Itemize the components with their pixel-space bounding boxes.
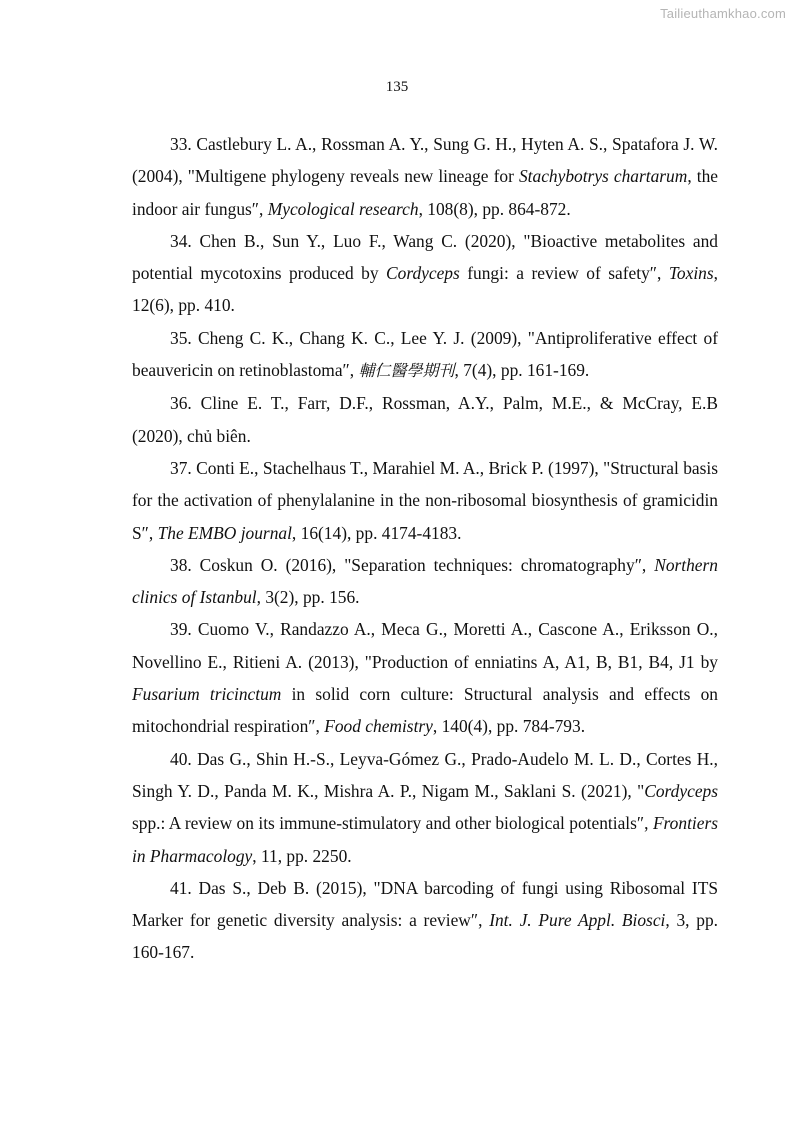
watermark: Tailieuthamkhao.com xyxy=(660,6,786,21)
reference-text: , 11, pp. 2250. xyxy=(252,845,352,866)
reference-item xyxy=(132,128,718,225)
reference-italic-text: Int. J. Pure Appl. Biosci xyxy=(489,910,666,931)
reference-item xyxy=(132,743,718,872)
reference-italic-text: 輔仁醫學期刊 xyxy=(358,361,455,381)
reference-italic-text: Food chemistry xyxy=(324,716,433,737)
reference-item xyxy=(132,225,718,322)
reference-text: 40. Das G., Shin H.-S., Leyva-Gómez G., Prado-Audelo M. L. D., Cortes H., Singh Y. D., Panda M. K., Mishra A. P., Nigam M., Saklani S. (2021), " xyxy=(132,748,718,801)
reference-text: 37. Conti E., Stachelhaus T., Marahiel M. A., Brick P. (1997), "Structural basis for the activation of phenylalanine in the non-ribosomal biosynthesis of gramicidin S″, xyxy=(132,457,718,543)
reference-italic-text: Toxins xyxy=(668,263,714,284)
reference-item xyxy=(132,872,718,969)
reference-text: 36. Cline E. T., Farr, D.F., Rossman, A.Y., Palm, M.E., & McCray, E.B (2020), chủ biên. xyxy=(132,393,718,446)
reference-text: fungi: a review of safety″, xyxy=(459,263,669,284)
reference-list xyxy=(132,128,718,969)
reference-italic-text: Stachybotrys chartarum xyxy=(518,166,688,187)
reference-text: 39. Cuomo V., Randazzo A., Meca G., Moretti A., Cascone A., Eriksson O., Novellino E., Ritieni A. (2013), "Production of enniatins A, A1, B, B1, B4, J1 by xyxy=(132,619,718,672)
reference-text: spp.: A review on its immune-stimulatory and other biological potentials″, xyxy=(132,813,653,834)
reference-text: , 3, pp. 160-167. xyxy=(132,910,718,963)
reference-text: , 16(14), pp. 4174-4183. xyxy=(291,522,462,543)
page-number: 135 xyxy=(385,79,409,95)
reference-text: , the indoor air fungus″, xyxy=(132,166,718,219)
reference-text: 33. Castlebury L. A., Rossman A. Y., Sung G. H., Hyten A. S., Spatafora J. W. (2004), "Multigene phylogeny reveals new lineage for xyxy=(132,134,718,187)
reference-text: , 7(4), pp. 161-169. xyxy=(454,360,590,381)
reference-item xyxy=(132,613,718,742)
reference-item xyxy=(132,549,718,614)
reference-italic-text: Cordyceps xyxy=(644,780,718,801)
reference-text: 41. Das S., Deb B. (2015), "DNA barcoding of fungi using Ribosomal ITS Marker for genetic diversity analysis: a review″, xyxy=(132,877,718,931)
reference-text: 38. Coskun O. (2016), "Separation techniques: chromatography″, xyxy=(170,554,655,575)
reference-text: , 3(2), pp. 156. xyxy=(256,587,360,608)
reference-item xyxy=(132,452,718,549)
reference-italic-text: The EMBO journal xyxy=(157,522,292,543)
reference-text: 34. Chen B., Sun Y., Luo F., Wang C. (2020), "Bioactive metabolites and potential mycotoxins produced by xyxy=(132,230,718,284)
reference-italic-text: Fusarium tricinctum xyxy=(132,684,282,705)
reference-text: , 12(6), pp. 410. xyxy=(132,263,718,316)
reference-italic-text: Cordyceps xyxy=(386,263,460,284)
reference-italic-text: Mycological research xyxy=(267,198,419,219)
reference-italic-text: Frontiers in Pharmacology xyxy=(132,813,718,866)
reference-text: , 108(8), pp. 864-872. xyxy=(418,198,571,219)
reference-text: in solid corn culture: Structural analysis and effects on mitochondrial respiration″, xyxy=(132,684,718,737)
reference-item xyxy=(132,387,718,452)
reference-italic-text: Northern clinics of Istanbul xyxy=(132,554,718,608)
reference-item xyxy=(132,322,718,388)
reference-text: , 140(4), pp. 784-793. xyxy=(432,716,586,737)
reference-text: 35. Cheng C. K., Chang K. C., Lee Y. J. (2009), "Antiproliferative effect of beauvericin on retinoblastoma″, xyxy=(132,327,718,381)
